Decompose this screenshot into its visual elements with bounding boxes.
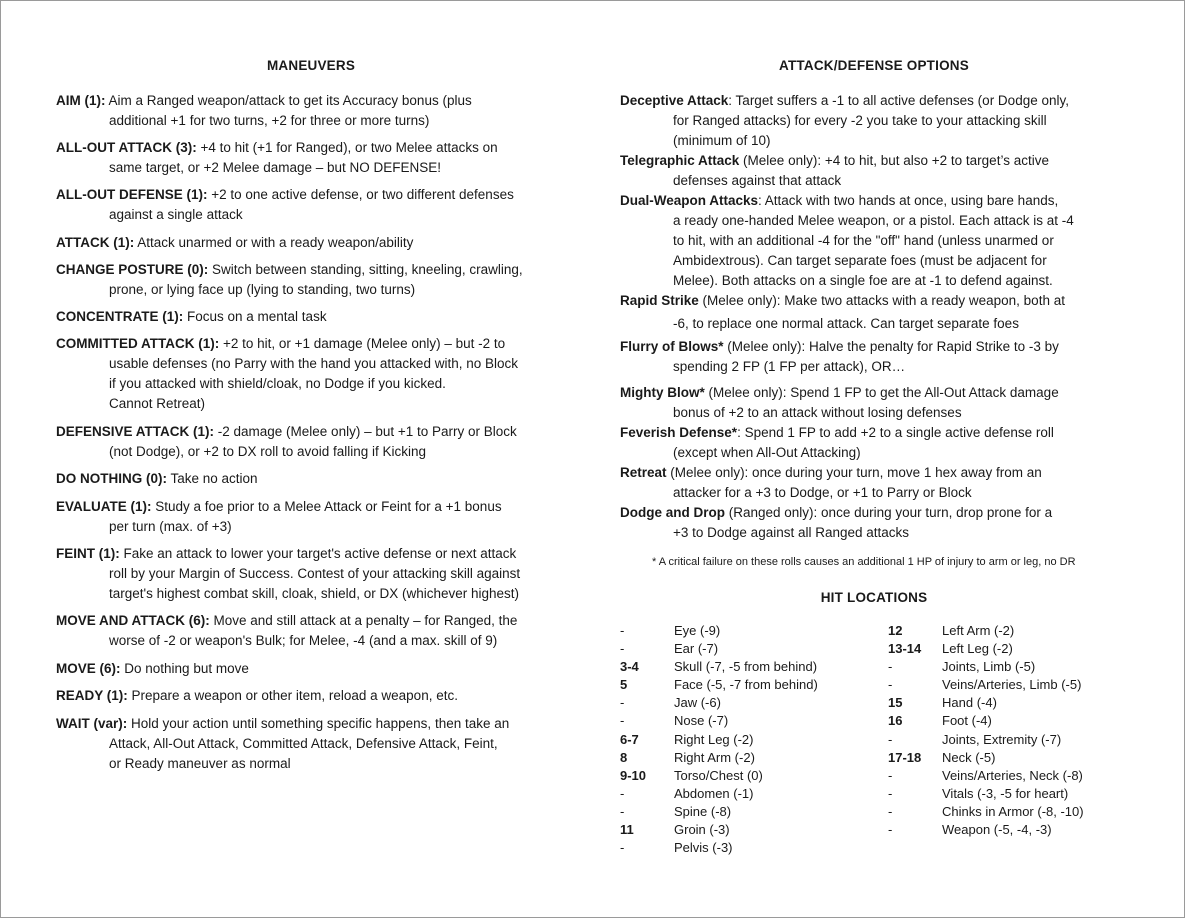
entry-text: -2 damage (Melee only) – but +1 to Parry or Block — [214, 424, 517, 439]
hit-location-roll: 6-7 — [620, 731, 639, 747]
entry-line — [56, 185, 576, 205]
entry-line — [56, 517, 576, 537]
entry-line — [56, 260, 576, 280]
option-entry — [620, 337, 1140, 377]
hit-location-roll: 3-4 — [620, 659, 639, 675]
entry-line — [620, 171, 1140, 191]
maneuver-entry — [56, 138, 576, 178]
entry-text: to hit, with an additional -4 for the "off" hand (unless unarmed or — [673, 233, 1054, 248]
hit-locations-list-right — [888, 622, 1084, 839]
hit-location-roll: 9-10 — [620, 767, 647, 783]
entry-title: MOVE (6): — [56, 661, 121, 676]
option-entry — [620, 191, 1140, 291]
entry-line — [56, 233, 576, 253]
entry-line — [56, 686, 576, 706]
entry-line — [620, 443, 1140, 463]
hit-location-name: Left Arm (-2) — [942, 623, 1015, 638]
entry-title: AIM (1): — [56, 93, 106, 108]
entry-text: roll by your Margin of Success. Contest of your attacking skill against — [109, 566, 521, 581]
entry-title: Mighty Blow* — [620, 385, 705, 400]
hit-location-roll: 17-18 — [888, 749, 922, 765]
hit-location-row — [620, 749, 818, 767]
entry-text: or Ready maneuver as normal — [109, 756, 291, 771]
maneuver-entry — [56, 260, 576, 300]
entry-title: FEINT (1): — [56, 546, 120, 561]
critical-failure-footnote: * A critical failure on these rolls causes an additional 1 HP of injury to arm or leg, no DR — [652, 556, 1076, 568]
entry-line — [620, 337, 1140, 357]
entry-line — [56, 138, 576, 158]
hit-location-roll: - — [620, 641, 625, 657]
hit-location-row — [888, 749, 1084, 767]
maneuver-entry — [56, 185, 576, 225]
entry-line — [56, 205, 576, 225]
entry-text: Hold your action until something specific happens, then take an — [127, 716, 510, 731]
entry-text: Prepare a weapon or other item, reload a weapon, etc. — [127, 688, 458, 703]
hit-location-row — [620, 622, 818, 640]
hit-locations-heading: HIT LOCATIONS — [820, 590, 928, 605]
attack-defense-options-heading: ATTACK/DEFENSE OPTIONS — [779, 58, 969, 73]
hit-location-name: Nose (-7) — [674, 713, 729, 729]
entry-text: a ready one-handed Melee weapon, or a pistol. Each attack is at -4 — [673, 213, 1074, 228]
entry-title: EVALUATE (1): — [56, 499, 152, 514]
hit-location-row — [888, 821, 1084, 839]
entry-text: Do nothing but move — [120, 661, 249, 676]
entry-line — [56, 394, 576, 414]
entry-title: Flurry of Blows* — [620, 339, 724, 354]
entry-text: (Melee only): once during your turn, move 1 hex away from an — [666, 465, 1042, 480]
entry-line — [620, 211, 1140, 231]
entry-text: -6, to replace one normal attack. Can target separate foes — [673, 316, 1019, 331]
hit-location-row — [888, 803, 1084, 821]
entry-line — [56, 307, 576, 327]
entry-text: (Melee only): Halve the penalty for Rapid Strike to -3 by — [723, 339, 1059, 354]
hit-location-roll: - — [888, 731, 893, 747]
entry-text: Aim a Ranged weapon/attack to get its Accuracy bonus (plus — [105, 93, 472, 108]
entry-text: Switch between standing, sitting, kneeling, crawling, — [208, 262, 523, 277]
entry-line — [56, 544, 576, 564]
hit-location-name: Torso/Chest (0) — [674, 767, 763, 783]
entry-line — [620, 131, 1140, 151]
maneuver-entry — [56, 497, 576, 537]
entry-text: worse of -2 or weapon's Bulk; for Melee, -4 (and a max. skill of 9) — [109, 633, 498, 648]
entry-line — [620, 463, 1140, 483]
hit-location-name: Vitals (-3, -5 for heart) — [942, 785, 1069, 801]
option-entry — [620, 503, 1140, 543]
hit-location-name: Chinks in Armor (-8, -10) — [942, 803, 1084, 819]
hit-locations-list-left — [620, 622, 818, 857]
entry-title: Telegraphic Attack — [620, 153, 740, 168]
entry-title: ALL-OUT DEFENSE (1): — [56, 187, 208, 202]
entry-line — [56, 497, 576, 517]
entry-text: Melee). Both attacks on a single foe are at -1 to defend against. — [673, 273, 1053, 288]
hit-location-row — [888, 640, 1084, 658]
maneuver-entry — [56, 686, 576, 706]
hit-location-name: Ear (-7) — [674, 641, 719, 657]
hit-location-roll: 12 — [888, 623, 903, 638]
entry-text: Attack, All-Out Attack, Committed Attack, Defensive Attack, Feint, — [109, 736, 498, 751]
hit-location-roll: - — [888, 822, 893, 838]
hit-location-name: Right Arm (-2) — [674, 749, 755, 765]
hit-location-name: Joints, Extremity (-7) — [942, 731, 1062, 747]
entry-line — [620, 314, 1140, 334]
hit-location-name: Right Leg (-2) — [674, 731, 754, 747]
entry-line — [56, 111, 576, 131]
entry-text: for Ranged attacks) for every -2 you take to your attacking skill — [673, 113, 1047, 128]
hit-location-row — [620, 676, 818, 694]
hit-location-roll: - — [620, 623, 625, 638]
entry-line — [620, 403, 1140, 423]
maneuver-entry — [56, 659, 576, 679]
entry-text: +4 to hit (+1 for Ranged), or two Melee attacks on — [196, 140, 498, 155]
hit-location-name: Veins/Arteries, Limb (-5) — [942, 677, 1082, 693]
entry-line — [56, 584, 576, 604]
hit-location-row — [620, 767, 818, 785]
hit-location-row — [620, 839, 818, 857]
hit-location-row — [620, 803, 818, 821]
entry-text: defenses against that attack — [673, 173, 842, 188]
entry-text: per turn (max. of +3) — [109, 519, 232, 534]
entry-title: MOVE AND ATTACK (6): — [56, 613, 210, 628]
entry-line — [620, 423, 1140, 443]
hit-location-roll: 16 — [888, 713, 903, 729]
hit-location-row — [888, 785, 1084, 803]
entry-title: Feverish Defense* — [620, 425, 738, 440]
entry-line — [620, 503, 1140, 523]
maneuver-entry — [56, 714, 576, 774]
maneuver-entry — [56, 233, 576, 253]
entry-text: (Melee only): +4 to hit, but also +2 to target’s active — [739, 153, 1049, 168]
entry-line — [56, 442, 576, 462]
entry-title: Dual-Weapon Attacks — [620, 193, 759, 208]
hit-location-roll: - — [888, 677, 893, 693]
entry-text: target's highest combat skill, cloak, shield, or DX (whichever highest) — [109, 586, 520, 601]
entry-title: Rapid Strike — [620, 293, 699, 308]
hit-location-name: Face (-5, -7 from behind) — [674, 677, 818, 693]
hit-location-row — [620, 640, 818, 658]
entry-line — [620, 483, 1140, 503]
entry-line — [620, 151, 1140, 171]
hit-location-roll: - — [620, 713, 625, 729]
entry-text: Attack unarmed or with a ready weapon/ability — [134, 235, 414, 250]
hit-location-name: Foot (-4) — [942, 713, 992, 729]
entry-title: ATTACK (1): — [56, 235, 135, 250]
entry-text: additional +1 for two turns, +2 for three or more turns) — [109, 113, 430, 128]
hit-location-row — [888, 676, 1084, 694]
entry-line — [620, 291, 1140, 311]
hit-location-name: Veins/Arteries, Neck (-8) — [942, 767, 1083, 783]
hit-location-name: Abdomen (-1) — [674, 785, 754, 801]
entry-text: : Attack with two hands at once, using bare hands, — [758, 193, 1059, 208]
hit-location-name: Left Leg (-2) — [942, 641, 1013, 657]
entry-text: usable defenses (no Parry with the hand you attacked with, no Block — [109, 356, 518, 371]
maneuver-entry — [56, 422, 576, 462]
hit-location-name: Spine (-8) — [674, 803, 732, 819]
entry-line — [56, 611, 576, 631]
maneuver-entry — [56, 307, 576, 327]
entry-text: attacker for a +3 to Dodge, or +1 to Parry or Block — [673, 485, 972, 500]
hit-location-name: Eye (-9) — [674, 623, 721, 638]
entry-text: prone, or lying face up (lying to standing, two turns) — [109, 282, 416, 297]
entry-title: Retreat — [620, 465, 667, 480]
hit-location-row — [620, 694, 818, 712]
hit-location-row — [888, 712, 1084, 730]
hit-location-name: Groin (-3) — [674, 822, 730, 838]
hit-location-name: Neck (-5) — [942, 749, 996, 765]
hit-location-name: Joints, Limb (-5) — [942, 659, 1036, 675]
entry-text: Cannot Retreat) — [109, 396, 206, 411]
hit-location-roll: 13-14 — [888, 641, 922, 657]
hit-location-row — [620, 712, 818, 730]
hit-location-row — [620, 785, 818, 803]
entry-title: Deceptive Attack — [620, 93, 729, 108]
entry-line — [56, 754, 576, 774]
entry-line — [620, 191, 1140, 211]
entry-title: Dodge and Drop — [620, 505, 725, 520]
hit-location-roll: - — [620, 785, 625, 801]
entry-line — [56, 374, 576, 394]
entry-text: (except when All-Out Attacking) — [673, 445, 861, 460]
entry-line — [620, 231, 1140, 251]
entry-text: (not Dodge), or +2 to DX roll to avoid falling if Kicking — [109, 444, 427, 459]
entry-line — [620, 357, 1140, 377]
entry-title: CONCENTRATE (1): — [56, 309, 184, 324]
entry-line — [56, 334, 576, 354]
entry-line — [56, 631, 576, 651]
entry-title: WAIT (var): — [56, 716, 128, 731]
hit-location-name: Skull (-7, -5 from behind) — [674, 659, 818, 675]
entry-text: +3 to Dodge against all Ranged attacks — [673, 525, 910, 540]
hit-location-name: Jaw (-6) — [674, 695, 721, 711]
entry-line — [56, 564, 576, 584]
entry-text: Study a foe prior to a Melee Attack or Feint for a +1 bonus — [151, 499, 502, 514]
hit-location-roll: 5 — [620, 677, 628, 693]
entry-text: against a single attack — [109, 207, 243, 222]
entry-title: DEFENSIVE ATTACK (1): — [56, 424, 214, 439]
entry-line — [56, 714, 576, 734]
entry-line — [620, 91, 1140, 111]
hit-location-roll: - — [888, 767, 893, 783]
entry-line — [56, 354, 576, 374]
entry-line — [56, 422, 576, 442]
entry-title: ALL-OUT ATTACK (3): — [56, 140, 197, 155]
maneuver-entry — [56, 611, 576, 651]
hit-location-name: Pelvis (-3) — [674, 840, 733, 856]
option-entry — [620, 91, 1140, 151]
hit-location-row — [888, 731, 1084, 749]
hit-location-row — [888, 658, 1084, 676]
entry-line — [620, 523, 1140, 543]
entry-text: +2 to one active defense, or two different defenses — [207, 187, 514, 202]
hit-location-name: Hand (-4) — [942, 695, 997, 711]
entry-text: (minimum of 10) — [673, 133, 771, 148]
entry-text: (Melee only): Spend 1 FP to get the All-Out Attack damage — [704, 385, 1059, 400]
option-entry — [620, 383, 1140, 423]
hit-location-row — [888, 767, 1084, 785]
entry-title: READY (1): — [56, 688, 128, 703]
entry-line — [620, 271, 1140, 291]
entry-line — [56, 280, 576, 300]
entry-text: same target, or +2 Melee damage – but NO DEFENSE! — [109, 160, 442, 175]
hit-location-row — [888, 694, 1084, 712]
entry-text: Take no action — [167, 471, 258, 486]
entry-title: COMMITTED ATTACK (1): — [56, 336, 220, 351]
entry-text: (Ranged only): once during your turn, drop prone for a — [725, 505, 1053, 520]
option-entry — [620, 423, 1140, 463]
entry-text: Fake an attack to lower your target's active defense or next attack — [119, 546, 517, 561]
entry-line — [620, 111, 1140, 131]
hit-location-roll: - — [888, 659, 893, 675]
option-entry — [620, 151, 1140, 191]
entry-line — [620, 251, 1140, 271]
entry-text: (Melee only): Make two attacks with a ready weapon, both at — [698, 293, 1065, 308]
hit-location-row — [620, 821, 818, 839]
entry-text: : Spend 1 FP to add +2 to a single active defense roll — [737, 425, 1054, 440]
hit-location-roll: 11 — [620, 822, 634, 838]
entry-title: CHANGE POSTURE (0): — [56, 262, 209, 277]
maneuver-entry — [56, 469, 576, 489]
hit-location-row — [888, 622, 1084, 640]
option-entry — [620, 463, 1140, 503]
entry-text: Ambidextrous). Can target separate foes (must be adjacent for — [673, 253, 1047, 268]
maneuver-entry — [56, 334, 576, 414]
hit-location-name: Weapon (-5, -4, -3) — [942, 822, 1052, 838]
entry-text: bonus of +2 to an attack without losing defenses — [673, 405, 962, 420]
entry-text: if you attacked with shield/cloak, no Dodge if you kicked. — [109, 376, 446, 391]
option-entry — [620, 291, 1140, 334]
entry-line — [56, 158, 576, 178]
hit-location-roll: - — [888, 803, 893, 819]
hit-location-roll: - — [888, 785, 893, 801]
entry-line — [620, 383, 1140, 403]
entry-text: +2 to hit, or +1 damage (Melee only) – but -2 to — [219, 336, 506, 351]
hit-location-roll: 15 — [888, 695, 903, 711]
hit-location-roll: - — [620, 840, 625, 856]
entry-line — [56, 469, 576, 489]
hit-location-roll: 8 — [620, 749, 628, 765]
entry-text: Move and still attack at a penalty – for Ranged, the — [209, 613, 518, 628]
entry-line — [56, 91, 576, 111]
entry-text: : Target suffers a -1 to all active defenses (or Dodge only, — [728, 93, 1069, 108]
hit-location-row — [620, 731, 818, 749]
maneuver-entry — [56, 91, 576, 131]
entry-title: DO NOTHING (0): — [56, 471, 167, 486]
maneuvers-heading: MANEUVERS — [266, 58, 356, 73]
hit-location-roll: - — [620, 803, 625, 819]
entry-line — [56, 659, 576, 679]
hit-location-row — [620, 658, 818, 676]
entry-text: Focus on a mental task — [183, 309, 327, 324]
entry-text: spending 2 FP (1 FP per attack), OR… — [673, 359, 906, 374]
maneuver-entry — [56, 544, 576, 604]
entry-line — [56, 734, 576, 754]
hit-location-roll: - — [620, 695, 625, 711]
